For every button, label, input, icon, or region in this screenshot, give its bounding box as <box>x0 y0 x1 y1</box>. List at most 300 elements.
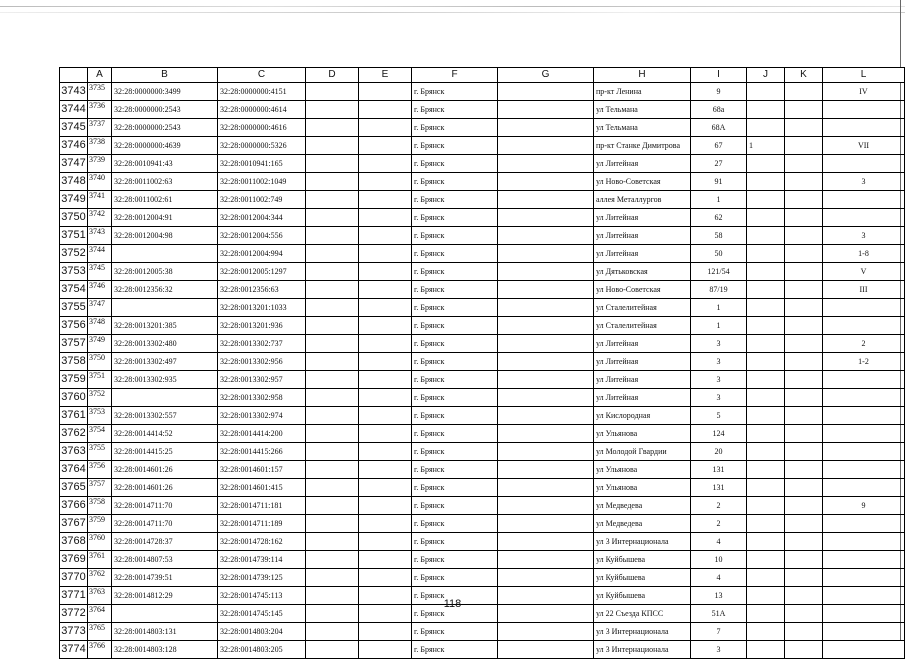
cell-f: г. Брянск <box>412 533 498 551</box>
cell-i: 62 <box>691 209 747 227</box>
cell-h: ул Литейная <box>594 227 691 245</box>
cell-g <box>498 515 594 533</box>
cell-h: пр-кт Станке Димитрова <box>594 137 691 155</box>
cell-l: 1-2 <box>823 353 905 371</box>
cell-j <box>747 623 785 641</box>
cell-a: 3751 <box>88 371 112 389</box>
table-row <box>60 353 905 371</box>
cell-k <box>785 281 823 299</box>
cell-g <box>498 209 594 227</box>
table-row <box>60 101 905 119</box>
cell-j <box>747 299 785 317</box>
cell-j <box>747 101 785 119</box>
table-row <box>60 569 905 587</box>
table-row <box>60 317 905 335</box>
cell-c: 32:28:0012004:556 <box>218 227 306 245</box>
cell-b: 32:28:0013201:385 <box>112 317 218 335</box>
cell-e <box>359 443 412 461</box>
cell-a: 3744 <box>88 245 112 263</box>
cell-i: 7 <box>691 623 747 641</box>
cell-b: 32:28:0000000:2543 <box>112 101 218 119</box>
cell-j <box>747 335 785 353</box>
cell-k <box>785 551 823 569</box>
cell-i: 3 <box>691 371 747 389</box>
cell-i: 2 <box>691 497 747 515</box>
table-row <box>60 623 905 641</box>
cell-c: 32:28:0000000:4616 <box>218 119 306 137</box>
row-number-cell: 3748 <box>60 173 88 191</box>
page-number: 118 <box>443 598 462 610</box>
cell-j <box>747 281 785 299</box>
cell-h: ул Сталелитейная <box>594 317 691 335</box>
cell-c: 32:28:0011002:749 <box>218 191 306 209</box>
cell-b: 32:28:0012005:38 <box>112 263 218 281</box>
cell-i: 124 <box>691 425 747 443</box>
cell-a: 3736 <box>88 101 112 119</box>
cell-e <box>359 101 412 119</box>
cell-j <box>747 227 785 245</box>
cell-f: г. Брянск <box>412 371 498 389</box>
cell-f: г. Брянск <box>412 551 498 569</box>
table-row <box>60 191 905 209</box>
cell-d <box>306 299 359 317</box>
cell-a: 3741 <box>88 191 112 209</box>
cell-f: г. Брянск <box>412 209 498 227</box>
table-row <box>60 389 905 407</box>
row-number-cell: 3772 <box>60 605 88 623</box>
cell-b: 32:28:0012004:91 <box>112 209 218 227</box>
cell-k <box>785 209 823 227</box>
cell-f: г. Брянск <box>412 353 498 371</box>
cell-c: 32:28:0013302:956 <box>218 353 306 371</box>
cell-f: г. Брянск <box>412 155 498 173</box>
cell-e <box>359 137 412 155</box>
cell-g <box>498 101 594 119</box>
cell-k <box>785 119 823 137</box>
cell-f: г. Брянск <box>412 281 498 299</box>
cell-h: ул Ульянова <box>594 425 691 443</box>
cell-j <box>747 407 785 425</box>
cell-f: г. Брянск <box>412 299 498 317</box>
cell-b <box>112 245 218 263</box>
row-number-cell: 3753 <box>60 263 88 281</box>
cell-f: г. Брянск <box>412 227 498 245</box>
table-row <box>60 425 905 443</box>
cell-d <box>306 389 359 407</box>
table-row <box>60 263 905 281</box>
cell-g <box>498 83 594 101</box>
row-number-cell: 3750 <box>60 209 88 227</box>
cell-c: 32:28:0013302:737 <box>218 335 306 353</box>
cell-i: 4 <box>691 569 747 587</box>
cell-l <box>823 479 905 497</box>
cell-b: 32:28:0014415:25 <box>112 443 218 461</box>
cell-k <box>785 191 823 209</box>
cell-e <box>359 191 412 209</box>
cell-g <box>498 173 594 191</box>
cell-e <box>359 155 412 173</box>
column-header-i: I <box>691 68 747 83</box>
cell-i: 91 <box>691 173 747 191</box>
cell-l <box>823 389 905 407</box>
cell-k <box>785 83 823 101</box>
column-header-g: G <box>498 68 594 83</box>
table-row <box>60 227 905 245</box>
table-row <box>60 533 905 551</box>
cell-b: 32:28:0012004:98 <box>112 227 218 245</box>
row-number-cell: 3771 <box>60 587 88 605</box>
cell-d <box>306 191 359 209</box>
corner-cell <box>60 68 88 83</box>
column-header-d: D <box>306 68 359 83</box>
cell-k <box>785 515 823 533</box>
cell-j <box>747 353 785 371</box>
cell-c: 32:28:0013302:958 <box>218 389 306 407</box>
cell-j <box>747 173 785 191</box>
cell-j <box>747 191 785 209</box>
cell-k <box>785 371 823 389</box>
cell-l <box>823 641 905 659</box>
cell-j <box>747 119 785 137</box>
cell-a: 3748 <box>88 317 112 335</box>
cell-c: 32:28:0014711:189 <box>218 515 306 533</box>
cell-h: ул 3 Интернационала <box>594 641 691 659</box>
cell-i: 4 <box>691 533 747 551</box>
cell-h: ул Литейная <box>594 371 691 389</box>
cell-l <box>823 515 905 533</box>
cell-g <box>498 281 594 299</box>
cell-g <box>498 641 594 659</box>
cell-g <box>498 461 594 479</box>
cell-l <box>823 317 905 335</box>
cell-d <box>306 155 359 173</box>
cell-c: 32:28:0010941:165 <box>218 155 306 173</box>
cell-h: ул Кислородная <box>594 407 691 425</box>
cell-h: аллея Металлургов <box>594 191 691 209</box>
row-number-cell: 3759 <box>60 371 88 389</box>
cell-a: 3749 <box>88 335 112 353</box>
cell-k <box>785 299 823 317</box>
cell-b: 32:28:0014807:53 <box>112 551 218 569</box>
row-number-cell: 3744 <box>60 101 88 119</box>
cell-c: 32:28:0014745:113 <box>218 587 306 605</box>
table-row <box>60 641 905 659</box>
cell-h: ул Тельмана <box>594 101 691 119</box>
cell-a: 3746 <box>88 281 112 299</box>
cell-f: г. Брянск <box>412 317 498 335</box>
cell-k <box>785 569 823 587</box>
cell-f: г. Брянск <box>412 137 498 155</box>
cell-i: 1 <box>691 317 747 335</box>
cell-c: 32:28:0014745:145 <box>218 605 306 623</box>
cell-e <box>359 119 412 137</box>
cell-a: 3737 <box>88 119 112 137</box>
row-number-cell: 3774 <box>60 641 88 659</box>
column-header-b: B <box>112 68 218 83</box>
cell-h: ул Литейная <box>594 353 691 371</box>
row-number-cell: 3760 <box>60 389 88 407</box>
table-row <box>60 83 905 101</box>
table-row <box>60 173 905 191</box>
cell-j <box>747 317 785 335</box>
column-header-row <box>60 68 905 83</box>
cell-d <box>306 443 359 461</box>
cell-g <box>498 263 594 281</box>
row-number-cell: 3764 <box>60 461 88 479</box>
cell-l <box>823 551 905 569</box>
cell-c: 32:28:0014803:205 <box>218 641 306 659</box>
column-header-k: K <box>785 68 823 83</box>
cell-d <box>306 371 359 389</box>
cell-k <box>785 245 823 263</box>
cell-i: 1 <box>691 191 747 209</box>
cell-h: ул Дятьковская <box>594 263 691 281</box>
column-header-c: C <box>218 68 306 83</box>
cell-b: 32:28:0014728:37 <box>112 533 218 551</box>
cell-l: V <box>823 263 905 281</box>
cell-b: 32:28:0014812:29 <box>112 587 218 605</box>
cell-f: г. Брянск <box>412 497 498 515</box>
cell-k <box>785 623 823 641</box>
cell-d <box>306 83 359 101</box>
cell-c: 32:28:0013302:957 <box>218 371 306 389</box>
cell-d <box>306 209 359 227</box>
cell-j: 1 <box>747 137 785 155</box>
cell-h: ул Литейная <box>594 209 691 227</box>
cell-i: 58 <box>691 227 747 245</box>
cell-a: 3742 <box>88 209 112 227</box>
cell-k <box>785 533 823 551</box>
cell-j <box>747 425 785 443</box>
cell-k <box>785 641 823 659</box>
cell-k <box>785 173 823 191</box>
cell-c: 32:28:0014803:204 <box>218 623 306 641</box>
cell-i: 3 <box>691 641 747 659</box>
cell-l: III <box>823 281 905 299</box>
cell-j <box>747 389 785 407</box>
cell-b: 32:28:0014739:51 <box>112 569 218 587</box>
cell-d <box>306 353 359 371</box>
table-row <box>60 515 905 533</box>
cell-h: ул Литейная <box>594 155 691 173</box>
cell-b: 32:28:0014601:26 <box>112 479 218 497</box>
cell-b: 32:28:0000000:2543 <box>112 119 218 137</box>
cell-g <box>498 191 594 209</box>
cell-l <box>823 425 905 443</box>
cell-b: 32:28:0013302:935 <box>112 371 218 389</box>
cell-j <box>747 641 785 659</box>
cell-h: ул 3 Интернационала <box>594 533 691 551</box>
cell-g <box>498 227 594 245</box>
cell-g <box>498 119 594 137</box>
cell-e <box>359 209 412 227</box>
column-header-a: A <box>88 68 112 83</box>
cell-d <box>306 137 359 155</box>
row-number-cell: 3758 <box>60 353 88 371</box>
cell-f: г. Брянск <box>412 479 498 497</box>
cell-g <box>498 155 594 173</box>
table-row <box>60 407 905 425</box>
cell-f: г. Брянск <box>412 119 498 137</box>
cell-f: г. Брянск <box>412 569 498 587</box>
table-row <box>60 245 905 263</box>
cell-i: 131 <box>691 479 747 497</box>
cell-e <box>359 479 412 497</box>
cell-e <box>359 389 412 407</box>
cell-b: 32:28:0014711:70 <box>112 497 218 515</box>
cell-c: 32:28:0012005:1297 <box>218 263 306 281</box>
cell-i: 87/19 <box>691 281 747 299</box>
cell-b: 32:28:0011002:61 <box>112 191 218 209</box>
cell-d <box>306 551 359 569</box>
cell-g <box>498 569 594 587</box>
cell-l <box>823 371 905 389</box>
cell-k <box>785 443 823 461</box>
cell-h: ул Ульянова <box>594 461 691 479</box>
cell-g <box>498 623 594 641</box>
cell-b: 32:28:0014803:128 <box>112 641 218 659</box>
cell-d <box>306 173 359 191</box>
table-body <box>60 83 905 659</box>
cell-i: 5 <box>691 407 747 425</box>
column-header-f: F <box>412 68 498 83</box>
cell-h: ул Ульянова <box>594 479 691 497</box>
cell-c: 32:28:0011002:1049 <box>218 173 306 191</box>
cell-d <box>306 461 359 479</box>
cell-k <box>785 317 823 335</box>
cell-a: 3740 <box>88 173 112 191</box>
cell-a: 3766 <box>88 641 112 659</box>
cell-f: г. Брянск <box>412 245 498 263</box>
cell-b: 32:28:0014711:70 <box>112 515 218 533</box>
cell-l <box>823 407 905 425</box>
cell-j <box>747 371 785 389</box>
cell-k <box>785 425 823 443</box>
cell-j <box>747 479 785 497</box>
cell-i: 3 <box>691 389 747 407</box>
cell-e <box>359 371 412 389</box>
cell-d <box>306 119 359 137</box>
cell-a: 3760 <box>88 533 112 551</box>
cell-b: 32:28:0013302:497 <box>112 353 218 371</box>
cell-c: 32:28:0014601:415 <box>218 479 306 497</box>
row-number-cell: 3747 <box>60 155 88 173</box>
cell-h: ул Куйбышева <box>594 587 691 605</box>
cell-c: 32:28:0014415:266 <box>218 443 306 461</box>
cell-d <box>306 101 359 119</box>
cell-a: 3747 <box>88 299 112 317</box>
cell-b: 32:28:0014601:26 <box>112 461 218 479</box>
cell-h: ул Литейная <box>594 335 691 353</box>
row-number-cell: 3773 <box>60 623 88 641</box>
scan-artifact-line <box>0 12 905 13</box>
cell-l <box>823 623 905 641</box>
row-number-cell: 3763 <box>60 443 88 461</box>
cell-l: IV <box>823 83 905 101</box>
cell-f: г. Брянск <box>412 389 498 407</box>
cell-j <box>747 551 785 569</box>
column-header-l: L <box>823 68 905 83</box>
cell-g <box>498 551 594 569</box>
cell-i: 20 <box>691 443 747 461</box>
cell-f: г. Брянск <box>412 641 498 659</box>
cell-f: г. Брянск <box>412 623 498 641</box>
cell-d <box>306 515 359 533</box>
cell-i: 3 <box>691 335 747 353</box>
cell-i: 50 <box>691 245 747 263</box>
cell-i: 10 <box>691 551 747 569</box>
table-row <box>60 155 905 173</box>
cell-k <box>785 335 823 353</box>
cell-b: 32:28:0014414:52 <box>112 425 218 443</box>
cell-l <box>823 209 905 227</box>
cell-c: 32:28:0014739:114 <box>218 551 306 569</box>
column-header-h: H <box>594 68 691 83</box>
cell-c: 32:28:0014711:181 <box>218 497 306 515</box>
cell-i: 131 <box>691 461 747 479</box>
cell-i: 3 <box>691 353 747 371</box>
cell-d <box>306 245 359 263</box>
cell-l: 2 <box>823 335 905 353</box>
cell-e <box>359 83 412 101</box>
cell-d <box>306 263 359 281</box>
cell-e <box>359 317 412 335</box>
cell-a: 3757 <box>88 479 112 497</box>
row-number-cell: 3769 <box>60 551 88 569</box>
cell-l <box>823 569 905 587</box>
column-header-j: J <box>747 68 785 83</box>
cell-a: 3754 <box>88 425 112 443</box>
cell-j <box>747 497 785 515</box>
cell-g <box>498 299 594 317</box>
cell-a: 3750 <box>88 353 112 371</box>
scan-artifact-top <box>0 6 905 7</box>
row-number-cell: 3746 <box>60 137 88 155</box>
cell-e <box>359 623 412 641</box>
cell-e <box>359 227 412 245</box>
cell-a: 3758 <box>88 497 112 515</box>
cell-d <box>306 497 359 515</box>
cell-a: 3735 <box>88 83 112 101</box>
cell-h: ул Медведева <box>594 515 691 533</box>
cell-a: 3762 <box>88 569 112 587</box>
cell-l <box>823 299 905 317</box>
row-number-cell: 3768 <box>60 533 88 551</box>
cell-l <box>823 461 905 479</box>
cell-e <box>359 407 412 425</box>
table-row <box>60 137 905 155</box>
cell-k <box>785 461 823 479</box>
cell-b: 32:28:0010941:43 <box>112 155 218 173</box>
row-number-cell: 3752 <box>60 245 88 263</box>
cell-h: ул Куйбышева <box>594 569 691 587</box>
cell-f: г. Брянск <box>412 443 498 461</box>
cell-g <box>498 335 594 353</box>
row-number-cell: 3755 <box>60 299 88 317</box>
cell-c: 32:28:0012004:994 <box>218 245 306 263</box>
cell-i: 27 <box>691 155 747 173</box>
cell-k <box>785 479 823 497</box>
cell-e <box>359 533 412 551</box>
table-row <box>60 335 905 353</box>
cell-g <box>498 407 594 425</box>
cell-g <box>498 533 594 551</box>
cell-h: ул Тельмана <box>594 119 691 137</box>
cell-j <box>747 443 785 461</box>
cell-j <box>747 245 785 263</box>
table-row <box>60 443 905 461</box>
cell-g <box>498 317 594 335</box>
